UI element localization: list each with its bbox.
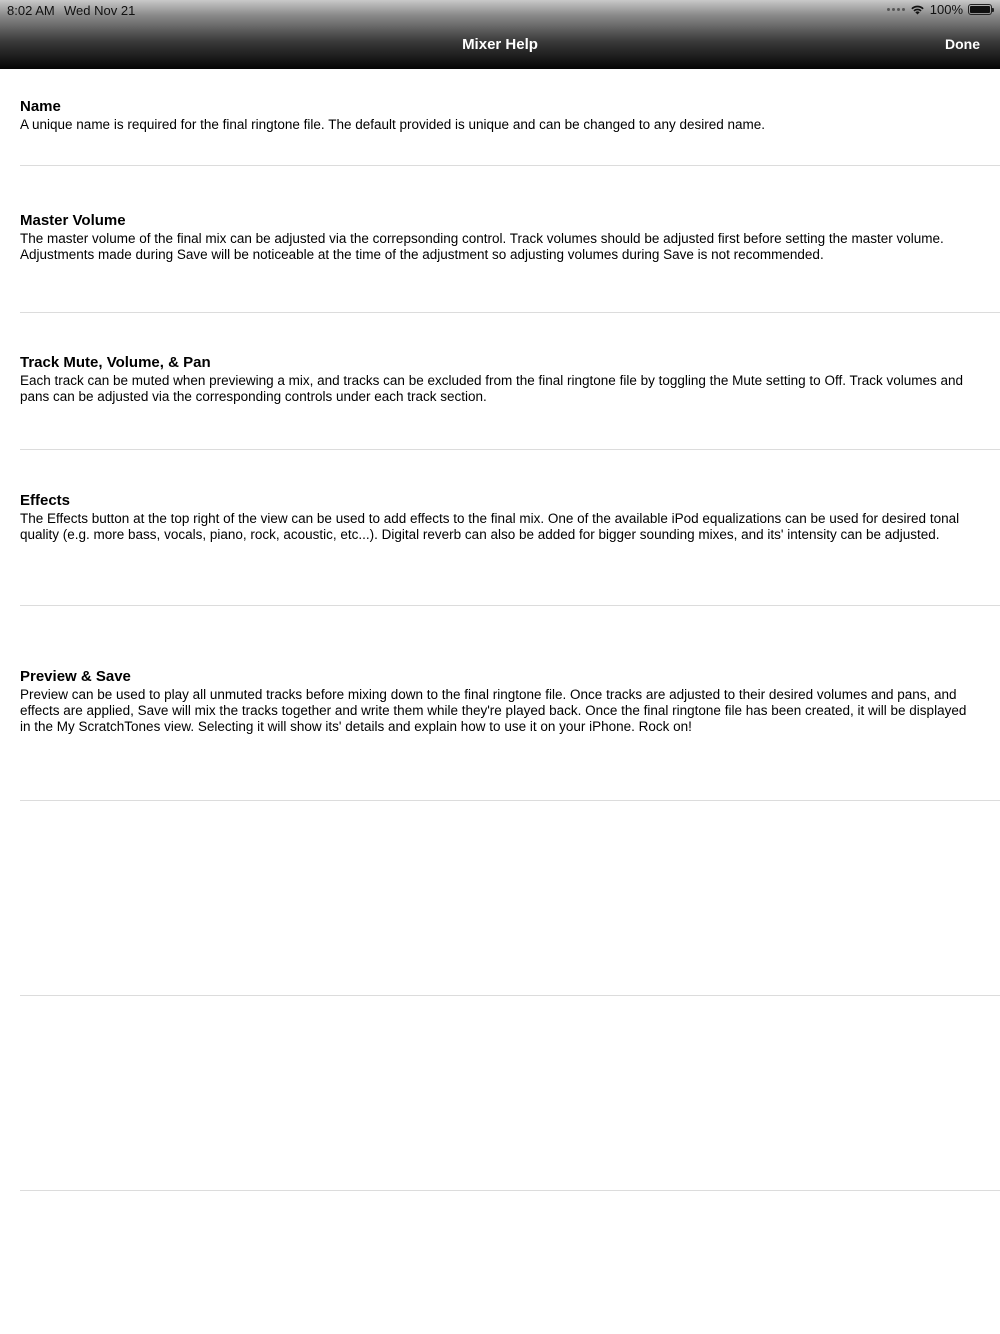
section-title: Preview & Save [20,668,131,685]
status-indicators [887,2,992,17]
section-body: The master volume of the final mix can be adjusted via the correpsonding control. Track volumes should be adjusted first before setting the master volume. Adjustments made during Save will be noticeable at the time of the adjustment so adjusting volumes during Save is not recommended. [20,231,944,262]
divider [20,1190,1000,1191]
done-button[interactable]: Done [945,36,980,52]
navigation-bar [0,0,1000,69]
status-time: 8:02 AM [7,3,55,18]
section-effects [20,491,980,543]
section-body: Each track can be muted when previewing a mix, and tracks can be excluded from the final ringtone file by toggling the Mute setting to Off. Track volumes and pans can be adjusted via the corresponding controls under each track section. [20,373,964,404]
wifi-icon [910,4,925,15]
divider [20,800,1000,801]
divider [20,995,1000,996]
section-body: The Effects button at the top right of the view can be used to add effects to the final mix. One of the available iPod equalizations can be used for desired tonal quality (e.g. more bass, vocals, piano, rock, acoustic, etc...). Digital reverb can also be added for bigger sounding mixes, and its' intensity can be adjusted. [20,511,960,542]
status-bar [0,0,1000,20]
section-name [20,97,980,133]
section-title: Effects [20,492,71,509]
section-track-mute-volume-pan [20,353,980,405]
status-date: Wed Nov 21 [64,3,136,18]
divider [20,449,1000,450]
section-title: Track Mute, Volume, & Pan [20,354,211,371]
section-body: Preview can be used to play all unmuted tracks before mixing down to the final ringtone file. Once tracks are adjusted to their desired volumes and pans, and effects are applied, Save will mix the tracks together and write them while they're played back. Once the final ringtone file has been created, it will be displayed in the My ScratchTones view. Selecting it will show its' details and explain how to use it on your iPhone. Rock on! [20,687,967,734]
divider [20,312,1000,313]
section-master-volume [20,211,980,263]
divider [20,605,1000,606]
section-preview-save [20,667,980,735]
section-body: A unique name is required for the final ringtone file. The default provided is unique and can be changed to any desired name. [20,117,765,132]
page-title: Mixer Help [462,36,538,53]
battery-percent: 100% [929,2,963,17]
divider [20,165,1000,166]
section-title: Name [20,98,61,115]
battery-icon [968,4,992,15]
cellular-dots-icon [887,8,905,11]
section-title: Master Volume [20,212,126,229]
